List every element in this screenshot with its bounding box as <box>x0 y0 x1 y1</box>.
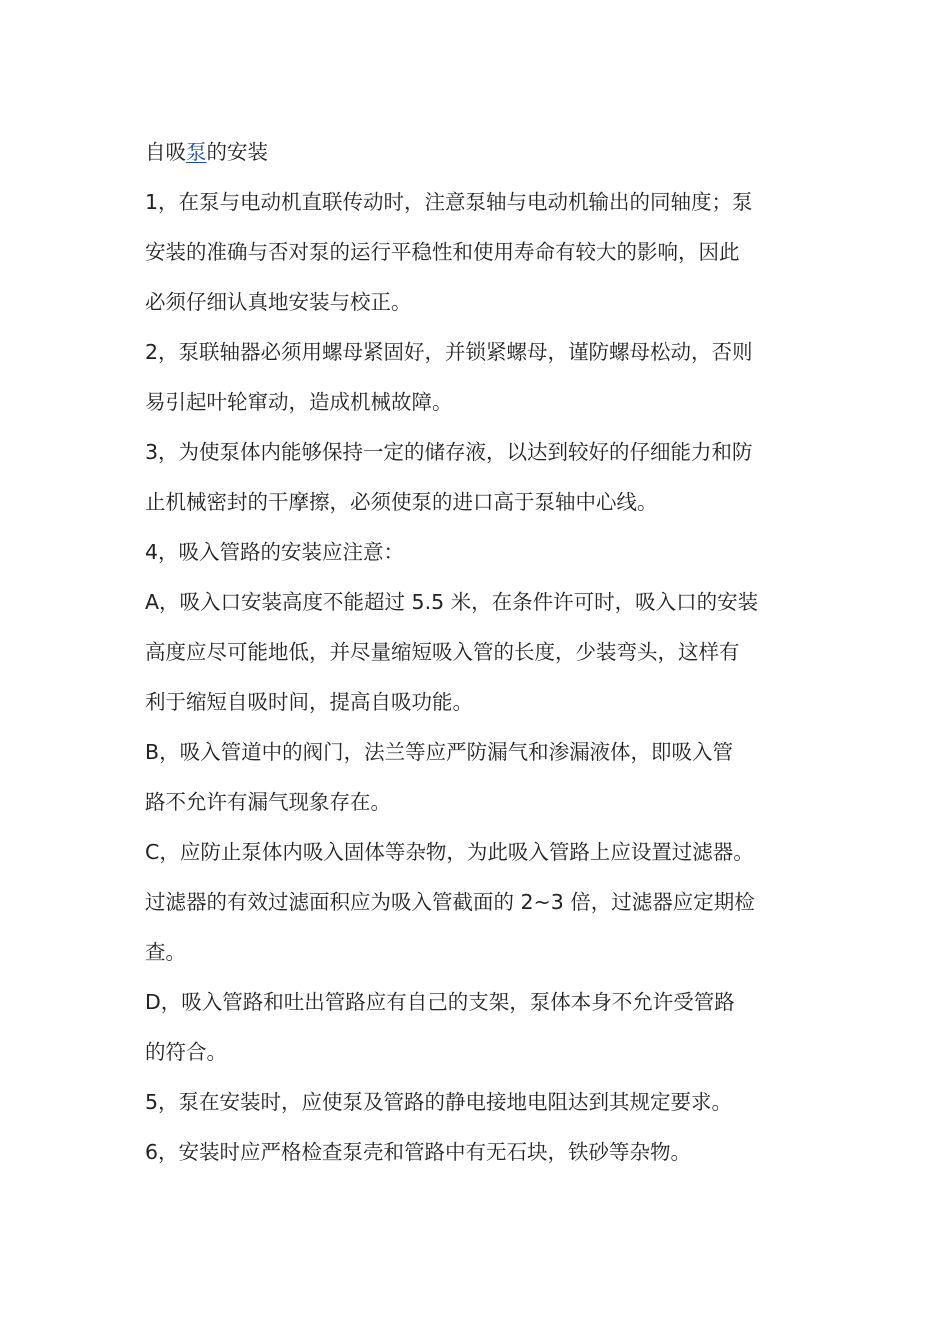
title-prefix: 自吸 <box>145 140 186 164</box>
title-suffix: 的安装 <box>206 140 268 164</box>
text-line: C，应防止泵体内吸入固体等杂物，为此吸入管路上应设置过滤器。 <box>145 840 754 864</box>
text-line: 6，安装时应严格检查泵壳和管路中有无石块，铁砂等杂物。 <box>145 1140 692 1164</box>
text-line: 路不允许有漏气现象存在。 <box>145 790 391 814</box>
text-line: 2，泵联轴器必须用螺母紧固好，并锁紧螺母，谨防螺母松动，否则 <box>145 340 753 364</box>
text-line: D，吸入管路和吐出管路应有自己的支架，泵体本身不允许受管路 <box>145 990 735 1014</box>
text-line: 过滤器的有效过滤面积应为吸入管截面的 2~3 倍，过滤器应定期检 <box>145 890 755 914</box>
text-line: 高度应尽可能地低，并尽量缩短吸入管的长度，少装弯头，这样有 <box>145 640 740 664</box>
document-body <box>145 127 810 1177</box>
text-line: 4，吸入管路的安装应注意： <box>145 540 405 564</box>
text-line: 1，在泵与电动机直联传动时，注意泵轴与电动机输出的同轴度；泵 <box>145 190 753 214</box>
text-line: 利于缩短自吸时间，提高自吸功能。 <box>145 690 473 714</box>
text-line: 止机械密封的干摩擦，必须使泵的进口高于泵轴中心线。 <box>145 490 658 514</box>
text-line: 查。 <box>145 940 186 964</box>
text-line: 安装的准确与否对泵的运行平稳性和使用寿命有较大的影响，因此 <box>145 240 740 264</box>
text-line: B，吸入管道中的阀门，法兰等应严防漏气和渗漏液体，即吸入管 <box>145 740 734 764</box>
text-line: 的符合。 <box>145 1040 227 1064</box>
text-line: 必须仔细认真地安装与校正。 <box>145 290 412 314</box>
pump-link[interactable]: 泵 <box>186 140 207 164</box>
text-line: 易引起叶轮窜动，造成机械故障。 <box>145 390 453 414</box>
text-line: 3，为使泵体内能够保持一定的储存液，以达到较好的仔细能力和防 <box>145 440 753 464</box>
document-title <box>145 127 810 177</box>
text-line: A，吸入口安装高度不能超过 5.5 米，在条件许可时，吸入口的安装 <box>145 590 759 614</box>
text-line: 5，泵在安装时，应使泵及管路的静电接地电阻达到其规定要求。 <box>145 1090 733 1114</box>
